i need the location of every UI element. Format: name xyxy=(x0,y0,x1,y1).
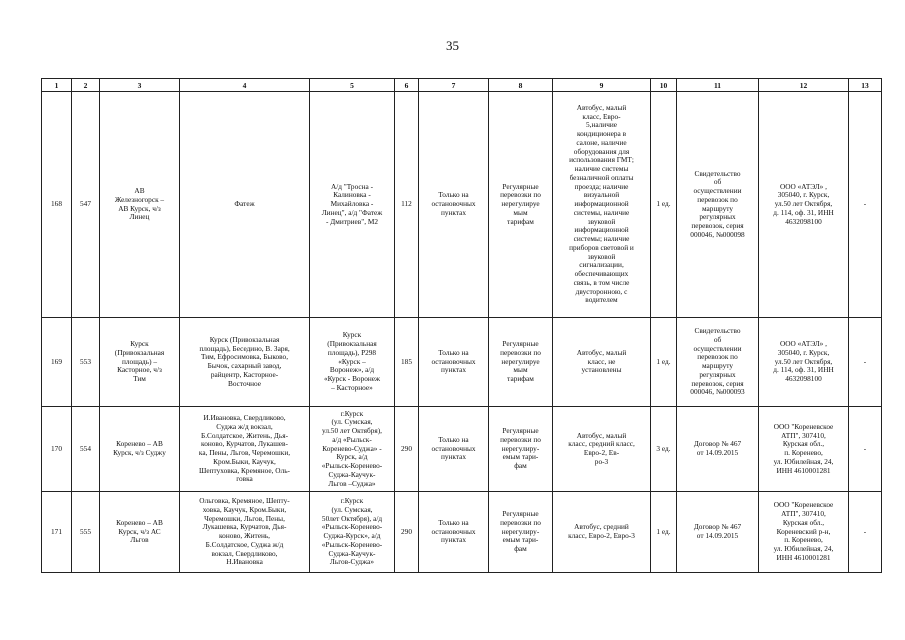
header-cell-7: 7 xyxy=(419,79,489,92)
intermediate-stops: Фатеж xyxy=(180,92,310,318)
page-number: 35 xyxy=(446,38,459,53)
route-number: 547 xyxy=(72,92,100,318)
header-cell-1: 1 xyxy=(42,79,72,92)
row-number: 170 xyxy=(42,407,72,492)
vehicle-characteristics: Автобус, средний класс, Евро-2, Евро-3 xyxy=(553,492,651,573)
header-cell-3: 3 xyxy=(100,79,180,92)
roads: г.Курск (ул. Сумская, ул.50 лет Октября), а/д «Рыльск- Коренево-Суджа» - Курск, а/д «Рыльск-Коренево- Суджа-Каучук- Льгов –Суджа» xyxy=(310,407,395,492)
certificate: Свидетельство об осуществлении перевозок по маршруту регулярных перевозок, серия 000046, №000098 xyxy=(677,92,759,318)
row-number: 169 xyxy=(42,318,72,407)
vehicle-characteristics: Автобус, малый класс, средний класс, Евро-2, Ев- ро-3 xyxy=(553,407,651,492)
intermediate-stops: Курск (Привокзальная площадь), Беседино, В. Заря, Тим, Ефросимовка, Быково, Бычок, сахарный завод, райцентр, Касторное- Восточное xyxy=(180,318,310,407)
notes: - xyxy=(849,318,882,407)
transport-type: Регулярные перевозки по нерегулируе мым тарифам xyxy=(489,92,553,318)
route-length: 112 xyxy=(395,92,419,318)
intermediate-stops: Ольговка, Кремяное, Шепту- ховка, Каучук, Кром.Быки, Черемошки, Льгов, Пены, Лукашевка, Курчатов, Дья- коново, Житень, Б.Солдатское, Суджа ж/д вокзал, Свердликово, Н.Ивановка xyxy=(180,492,310,573)
row-number: 171 xyxy=(42,492,72,573)
table-row xyxy=(42,492,882,573)
intermediate-stops: И.Ивановка, Свердликово, Суджа ж/д вокзал, Б.Солдатское, Житень, Дья- коново, Курчатов, Лукашев- ка, Пены, Льгов, Черемошки, Кром.Быки, Каучук, Шептуховка, Кремяное, Оль- говка xyxy=(180,407,310,492)
boarding-procedure: Только на остановочных пунктах xyxy=(419,407,489,492)
route-name: Курск (Привокзальная площадь) – Касторное, ч/з Тим xyxy=(100,318,180,407)
header-cell-8: 8 xyxy=(489,79,553,92)
header-cell-13: 13 xyxy=(849,79,882,92)
table-row xyxy=(42,407,882,492)
header-cell-4: 4 xyxy=(180,79,310,92)
transport-type: Регулярные перевозки по нерегулиру- емым тари- фам xyxy=(489,407,553,492)
carrier: ООО "Кореневское АТП", 307410, Курская обл., Кореневский р-н, п. Коренево, ул. Юбилейная, 24, ИНН 4610001281 xyxy=(759,492,849,573)
certificate: Договор № 467 от 14.09.2015 xyxy=(677,492,759,573)
notes: - xyxy=(849,492,882,573)
route-length: 185 xyxy=(395,318,419,407)
row-number: 168 xyxy=(42,92,72,318)
header-cell-12: 12 xyxy=(759,79,849,92)
header-cell-9: 9 xyxy=(553,79,651,92)
boarding-procedure: Только на остановочных пунктах xyxy=(419,492,489,573)
table-row xyxy=(42,92,882,318)
table-row xyxy=(42,318,882,407)
routes-table xyxy=(41,78,882,573)
carrier: ООО «АТЭЛ» , 305040, г. Курск, ул.50 лет Октября, д. 114, оф. 31, ИНН 4632098100 xyxy=(759,92,849,318)
notes: - xyxy=(849,92,882,318)
route-length: 290 xyxy=(395,492,419,573)
vehicle-count: 3 ед. xyxy=(651,407,677,492)
roads: Курск (Привокзальная площадь), Р298 «Курск – Воронеж», а/д «Курск - Воронеж – Касторное» xyxy=(310,318,395,407)
header-cell-6: 6 xyxy=(395,79,419,92)
boarding-procedure: Только на остановочных пунктах xyxy=(419,92,489,318)
transport-type: Регулярные перевозки по нерегулиру- емым тари- фам xyxy=(489,492,553,573)
carrier: ООО "Кореневское АТП", 307410, Курская обл., п. Коренево, ул. Юбилейная, 24, ИНН 4610001281 xyxy=(759,407,849,492)
route-number: 555 xyxy=(72,492,100,573)
header-cell-2: 2 xyxy=(72,79,100,92)
roads: г.Курск (ул. Сумская, 50лет Октября), а/д «Рыльск-Коренево- Суджа-Курск», а/д «Рыльск-Коренево- Суджа-Каучук- Льгов-Суджа» xyxy=(310,492,395,573)
vehicle-characteristics: Автобус, малый класс, не установлены xyxy=(553,318,651,407)
boarding-procedure: Только на остановочных пунктах xyxy=(419,318,489,407)
certificate: Свидетельство об осуществлении перевозок по маршруту регулярных перевозок, серия 000046, №000093 xyxy=(677,318,759,407)
transport-type: Регулярные перевозки по нерегулируе мым тарифам xyxy=(489,318,553,407)
route-name: Коренево – АВ Курск, ч/з АС Льгов xyxy=(100,492,180,573)
notes: - xyxy=(849,407,882,492)
carrier: ООО «АТЭЛ» , 305040, г. Курск, ул.50 лет Октября, д. 114, оф. 31, ИНН 4632098100 xyxy=(759,318,849,407)
route-name: АВ Железногорск – АВ Курск, ч/з Линец xyxy=(100,92,180,318)
vehicle-characteristics: Автобус, малый класс, Евро- 5,наличие кондиционера в салоне, наличие оборудования для использования ГМТ; наличие системы безналичной оплаты проезда; наличие визуальной информационной системы, наличие звуковой информационной системы; наличие приборов световой и звуковой сигнализации, обеспечивающих связь, в том числе двусторонною, с водителем xyxy=(553,92,651,318)
header-row xyxy=(42,79,882,92)
route-name: Коренево – АВ Курск, ч/з Суджу xyxy=(100,407,180,492)
certificate: Договор № 467 от 14.09.2015 xyxy=(677,407,759,492)
roads: А/д "Тросна - Калиновка - Михайловка - Линец", а/д "Фатеж - Дмитриев", М2 xyxy=(310,92,395,318)
vehicle-count: 1 ед. xyxy=(651,318,677,407)
route-number: 553 xyxy=(72,318,100,407)
vehicle-count: 1 ед. xyxy=(651,92,677,318)
vehicle-count: 1 ед. xyxy=(651,492,677,573)
route-length: 290 xyxy=(395,407,419,492)
header-cell-5: 5 xyxy=(310,79,395,92)
header-cell-10: 10 xyxy=(651,79,677,92)
route-number: 554 xyxy=(72,407,100,492)
header-cell-11: 11 xyxy=(677,79,759,92)
